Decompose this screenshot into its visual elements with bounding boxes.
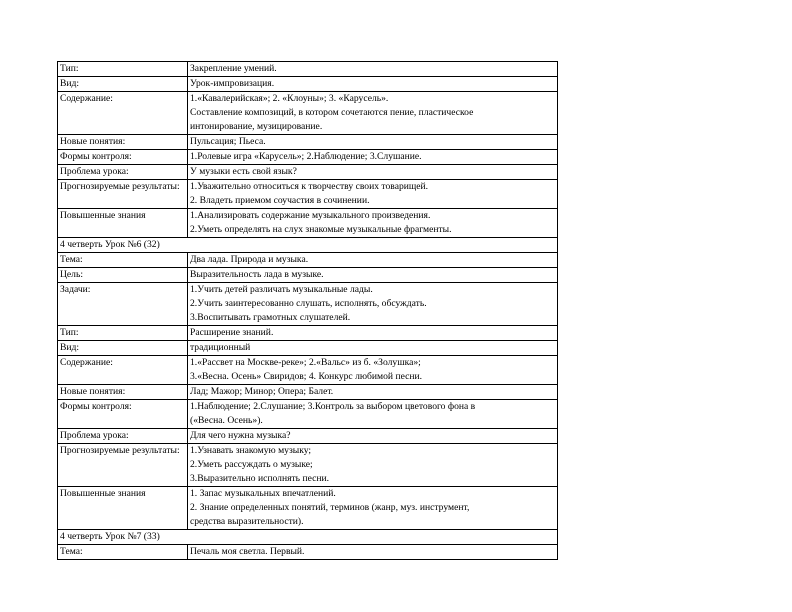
row-value <box>188 487 558 530</box>
row-value <box>188 209 558 238</box>
row-value <box>188 341 558 356</box>
row-value-line: 3.«Весна. Осень» Свиридов; 4. Конкурс любимой песни. <box>190 371 423 382</box>
row-value <box>188 253 558 268</box>
row-value-line: 3.Воспитывать грамотных слушателей. <box>190 312 351 323</box>
row-value <box>188 429 558 444</box>
row-value-line: 2.Уметь рассуждать о музыке; <box>190 459 313 470</box>
row-label: Прогнозируемые результаты: <box>58 444 188 487</box>
row-value-line: 1.Ролевые игра «Карусель»; 2.Наблюдение; 3.Слушание. <box>190 151 422 162</box>
row-value <box>188 180 558 209</box>
row-value <box>188 400 558 429</box>
row-value-line: 1.Анализировать содержание музыкального произведения. <box>190 210 431 221</box>
row-value-line: У музыки есть свой язык? <box>190 166 297 177</box>
row-value-line: Два лада. Природа и музыка. <box>190 254 309 265</box>
row-label: Новые понятия: <box>58 135 188 150</box>
row-value-line: средства выразительности). <box>190 516 304 527</box>
row-value-line: 2.Учить заинтересованно слушать, исполнять, обсуждать. <box>190 298 427 309</box>
row-value-line: 2.Уметь определять на слух знакомые музыкальные фрагменты. <box>190 224 452 235</box>
table-row <box>58 77 558 92</box>
row-value-line: интонирование, музицирование. <box>190 121 323 132</box>
row-value-line: Составление композиций, в котором сочетаются пение, пластическое <box>190 107 474 118</box>
row-value-line: 1. Запас музыкальных впечатлений. <box>190 488 336 499</box>
row-value-line: Лад; Мажор; Минор; Опера; Балет. <box>190 386 334 397</box>
row-value <box>188 92 558 135</box>
row-value <box>188 283 558 326</box>
lesson-plan-table <box>57 61 558 560</box>
section-header-row <box>58 238 558 253</box>
table-row <box>58 165 558 180</box>
table-row <box>58 135 558 150</box>
row-value-line: Печаль моя светла. Первый. <box>190 546 305 557</box>
row-value-line: Выразительность лада в музыке. <box>190 269 324 280</box>
row-value <box>188 356 558 385</box>
row-value-line: 2. Владеть приемом соучастия в сочинении. <box>190 195 370 206</box>
row-value <box>188 545 558 560</box>
row-value-line: традиционный <box>190 342 251 353</box>
row-value <box>188 62 558 77</box>
table-row <box>58 150 558 165</box>
row-value-line: 1.Уважительно относиться к творчеству своих товарищей. <box>190 181 429 192</box>
table-row <box>58 283 558 326</box>
row-value <box>188 385 558 400</box>
table-row <box>58 487 558 530</box>
row-label: Вид: <box>58 77 188 92</box>
row-value <box>188 326 558 341</box>
row-label: Проблема урока: <box>58 429 188 444</box>
row-label: Цель: <box>58 268 188 283</box>
table-row <box>58 209 558 238</box>
table-row <box>58 385 558 400</box>
table-row <box>58 429 558 444</box>
table-row <box>58 545 558 560</box>
row-label: Прогнозируемые результаты: <box>58 180 188 209</box>
row-value-line: 1.Узнавать знакомую музыку; <box>190 445 312 456</box>
section-header: 4 четверть Урок №7 (33) <box>58 530 558 545</box>
row-value-line: 2. Знание определенных понятий, терминов (жанр, муз. инструмент, <box>190 502 470 513</box>
table-row <box>58 326 558 341</box>
row-value-line: Расширение знаний. <box>190 327 274 338</box>
row-label: Тема: <box>58 253 188 268</box>
row-label: Проблема урока: <box>58 165 188 180</box>
row-value <box>188 268 558 283</box>
row-value-line: Для чего нужна музыка? <box>190 430 291 441</box>
row-label: Повышенные знания <box>58 487 188 530</box>
row-label: Тема: <box>58 545 188 560</box>
row-label: Содержание: <box>58 92 188 135</box>
row-label: Тип: <box>58 62 188 77</box>
table-row <box>58 356 558 385</box>
row-label: Формы контроля: <box>58 400 188 429</box>
row-label: Формы контроля: <box>58 150 188 165</box>
row-value-line: («Весна. Осень»). <box>190 415 263 426</box>
row-label: Повышенные знания <box>58 209 188 238</box>
table-row <box>58 400 558 429</box>
table-row <box>58 253 558 268</box>
row-label: Задачи: <box>58 283 188 326</box>
table-row <box>58 92 558 135</box>
table-row <box>58 341 558 356</box>
row-value <box>188 165 558 180</box>
row-value-line: 1.Наблюдение; 2.Слушание; 3.Контроль за выбором цветового фона в <box>190 401 476 412</box>
section-header: 4 четверть Урок №6 (32) <box>58 238 558 253</box>
row-value-line: 1.Учить детей различать музыкальные лады. <box>190 284 373 295</box>
row-label: Тип: <box>58 326 188 341</box>
row-value <box>188 135 558 150</box>
row-label: Новые понятия: <box>58 385 188 400</box>
row-value-line: 1.«Кавалерийская»; 2. «Клоуны»; 3. «Карусель». <box>190 93 389 104</box>
table-row <box>58 180 558 209</box>
row-value-line: Пульсация; Пьеса. <box>190 136 266 147</box>
row-label: Вид: <box>58 341 188 356</box>
row-value-line: Закрепление умений. <box>190 63 277 74</box>
row-value <box>188 444 558 487</box>
table-row <box>58 444 558 487</box>
row-value <box>188 150 558 165</box>
row-value-line: 1.«Рассвет на Москве-реке»; 2.«Вальс» из б. «Золушка»; <box>190 357 421 368</box>
row-value-line: Урок-импровизация. <box>190 78 275 89</box>
table-row <box>58 62 558 77</box>
table-row <box>58 268 558 283</box>
section-header-row <box>58 530 558 545</box>
row-label: Содержание: <box>58 356 188 385</box>
lesson-plan-body <box>58 62 558 560</box>
row-value <box>188 77 558 92</box>
row-value-line: 3.Выразительно исполнять песни. <box>190 473 330 484</box>
